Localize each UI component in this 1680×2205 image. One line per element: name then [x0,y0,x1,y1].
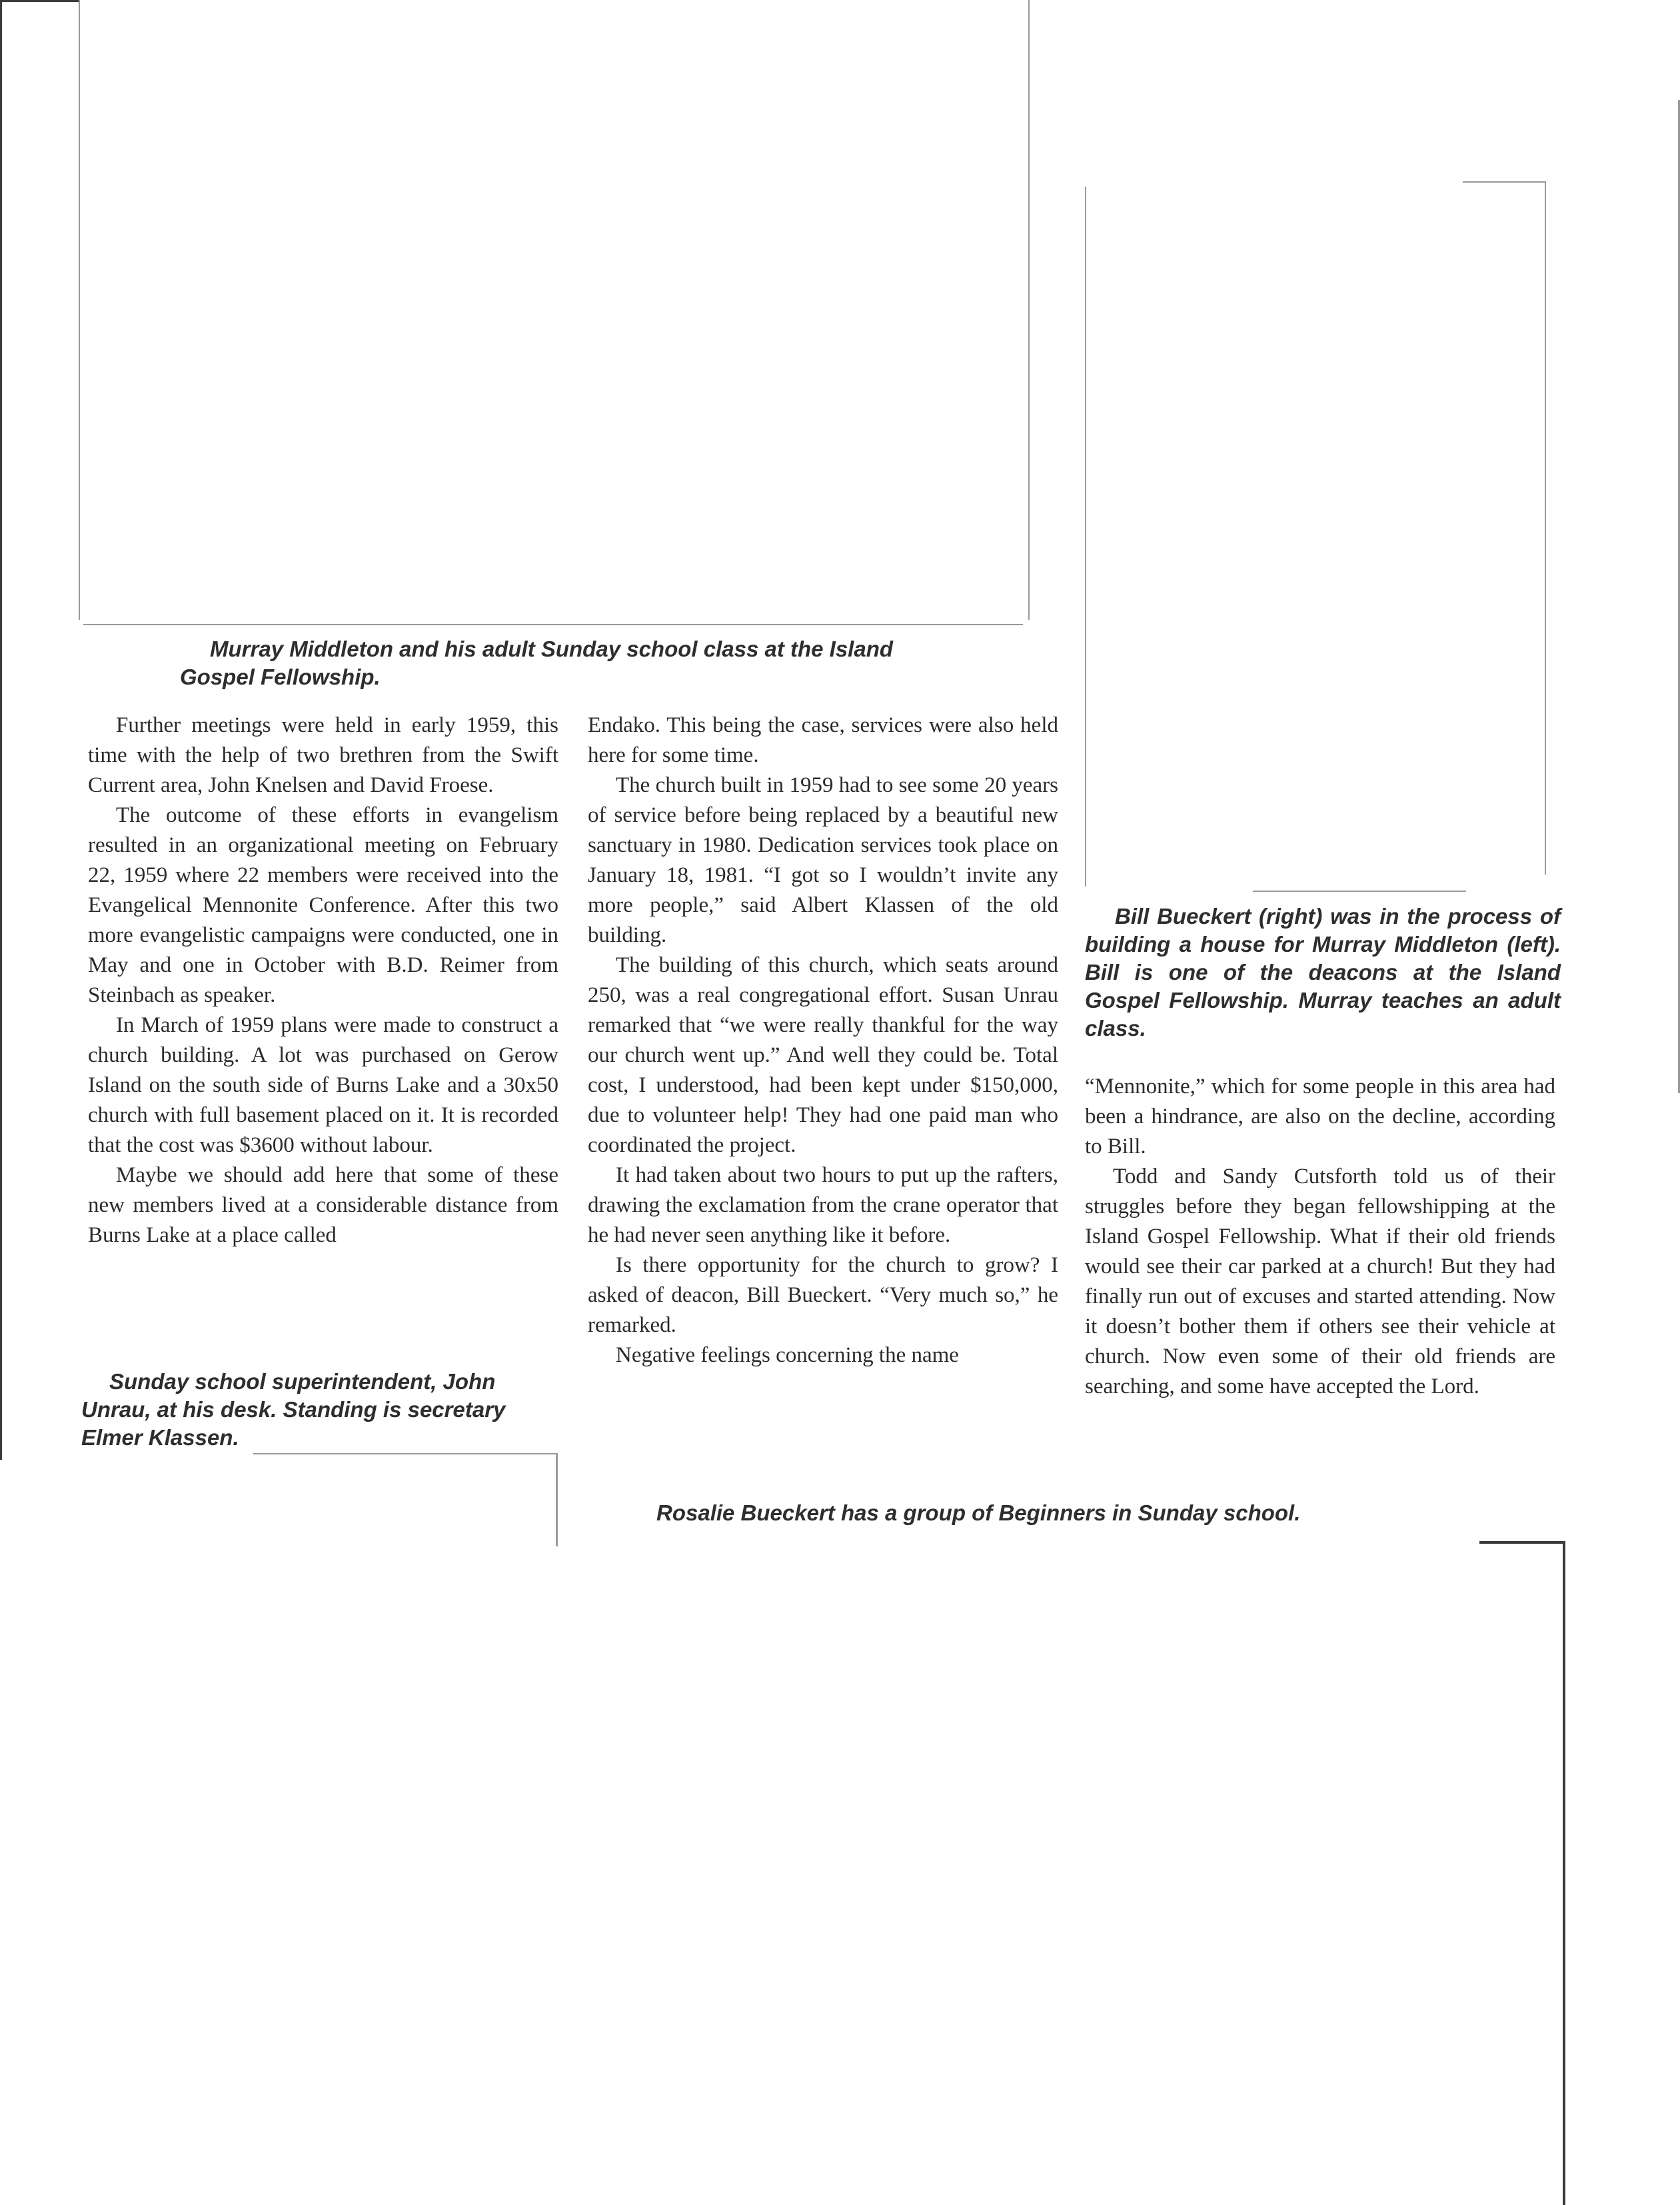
paragraph: In March of 1959 plans were made to construct a church building. A lot was purchased on Gerow Island on the south side of Burns Lake and a 30x50 church with full basement placed on it. It is recorded that the cost was $3600 without labour. [88,1013,558,1157]
article-column-1 [88,711,558,1250]
top-photo-bottom-rule [83,624,1023,625]
paragraph: Endako. This being the case, services were also held here for some time. [588,713,1058,767]
caption-right: Bill Bueckert (right) was in the process of building a house for Murray Middleton (left). Bill is one of the deacons at the Island Gospel Fellowship. Murray teaches an adult class. [1085,904,1561,1041]
lower-photo-frame-line [556,1453,558,1546]
right-photo-bottom-rule [1253,891,1466,892]
paragraph: The building of this church, which seats around 250, was a real congregational effort. Susan Unrau remarked that “we were really thankful for the way our church went up.” And well they could be. Total cost, I understood, had been kept under $150,000, due to volunteer help! They had one paid man who coordinated the project. [588,953,1058,1157]
photo-frame-line-1 [1028,0,1030,620]
scan-edge-top [0,0,79,2]
paragraph: The outcome of these efforts in evangelism resulted in an organizational meeting on February 22, 1959 where 22 members were received into the Evangelical Mennonite Conference. After this two more evangelistic campaigns were conducted, one in May and one in October with B.D. Reimer from Steinbach as speaker. [88,803,558,1007]
scan-edge-left-inner [79,0,80,620]
caption-top: Murray Middleton and his adult Sunday school class at the Island Gospel Fellowship. [180,637,894,689]
paragraph: Is there opportunity for the church to grow? I asked of deacon, Bill Bueckert. “Very much so,” he remarked. [588,1253,1058,1337]
caption-bottom: Rosalie Bueckert has a group of Beginners in Sunday school. [656,1500,1301,1525]
article-column-2 [588,711,1058,1370]
paragraph: It had taken about two hours to put up the rafters, drawing the exclamation from the crane operator that he had never seen anything like it before. [588,1163,1058,1247]
paragraph: The church built in 1959 had to see some 20 years of service before being replaced by a beautiful new sanctuary in 1980. Dedication services took place on January 18, 1981. “I got so I wouldn’t invite any more people,” said Albert Klassen of the old building. [588,773,1058,947]
bottom-photo-top-rule [1479,1541,1565,1544]
scan-edge-left [0,0,2,1460]
article-column-3 [1085,1072,1555,1402]
paragraph: Negative feelings concerning the name [616,1343,959,1367]
caption-left-bottom: Sunday school superintendent, John Unrau, at his desk. Standing is secretary Elmer Klassen. [81,1369,506,1450]
paragraph: Further meetings were held in early 1959, this time with the help of two brethren from the Swift Current area, John Knelsen and David Froese. [88,713,558,797]
photo-frame-line-3 [1545,181,1546,875]
paragraph: Todd and Sandy Cutsforth told us of their struggles before they began fellowshipping at the Island Gospel Fellowship. What if their old friends would see their car parked at a church! But they had finally run out of excuses and started attending. Now it doesn’t bother them if others see their vehicle at church. Now even some of their old friends are searching, and some have accepted the Lord. [1085,1164,1555,1398]
photo-frame-line-2 [1085,187,1086,887]
paragraph: Maybe we should add here that some of these new members lived at a considerable distance from Burns Lake at a place called [88,1163,558,1247]
scan-edge-bottom-right [1563,1541,1565,2205]
paragraph: “Mennonite,” which for some people in this area had been a hindrance, are also on the decline, according to Bill. [1085,1075,1555,1158]
lower-photo-top-rule [253,1453,556,1454]
photo-frame-line-4 [1463,181,1545,183]
